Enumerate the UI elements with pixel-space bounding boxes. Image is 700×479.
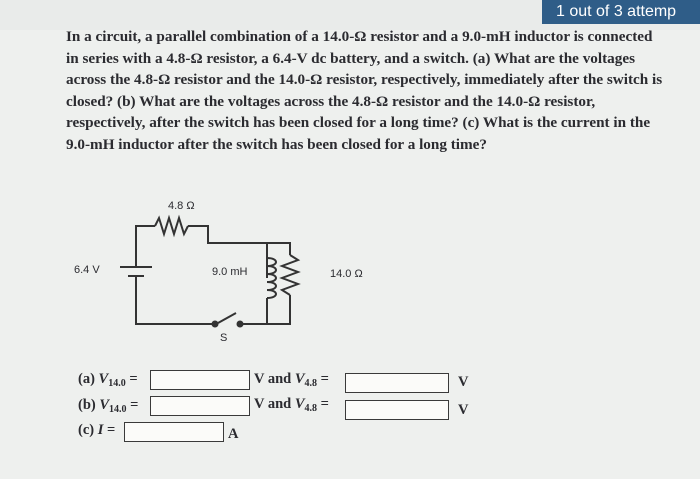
answer-c-prefix: (c): [78, 422, 98, 438]
answer-a-var1: V: [98, 371, 109, 387]
answer-a-var2: V: [294, 371, 305, 387]
answer-a-mid: [254, 371, 329, 389]
answer-c-label: [78, 422, 115, 439]
label-r-parallel: 14.0 Ω: [330, 268, 363, 280]
answer-b-label: [78, 397, 138, 415]
label-switch: S: [220, 332, 228, 344]
label-inductor: 9.0 mH: [212, 266, 248, 278]
problem-line: in series with a 4.8-Ω resistor, a 6.4-V dc battery, and a switch. (a) What are the voltages: [66, 49, 636, 67]
answer-b-var2: V: [294, 396, 305, 412]
answer-b-v14-input[interactable]: [150, 396, 250, 416]
answer-b-eq2: =: [317, 396, 329, 412]
answer-c-unit: A: [228, 426, 239, 442]
answer-a-unit: V: [458, 374, 469, 390]
answer-a-mid-text: V and: [254, 371, 295, 387]
attempts-badge: 1 out of 3 attemp: [542, 0, 700, 24]
answer-a-label: [78, 371, 138, 389]
problem-line: In a circuit, a parallel combination of a 14.0-Ω resistor and a 9.0-mH inductor is connected: [66, 28, 653, 45]
answer-a-eq1: =: [125, 371, 138, 387]
problem-line: closed? (b) What are the voltages across the 4.8-Ω resistor and the 14.0-Ω resistor,: [66, 92, 596, 110]
problem-line: across the 4.8-Ω resistor and the 14.0-Ω resistor, respectively, immediately after the switch is: [66, 71, 663, 88]
answer-b-var1: V: [99, 397, 110, 413]
answer-a-eq2: =: [317, 371, 329, 387]
answer-c-eq: =: [103, 422, 116, 438]
answer-c-current-input[interactable]: [124, 422, 224, 442]
answer-a-v48-input[interactable]: [345, 373, 449, 393]
answer-b-sub1: 14.0: [109, 404, 127, 415]
answer-a-sub2: 4.8: [304, 378, 318, 389]
answer-a-v14-input[interactable]: [150, 370, 250, 390]
answer-b-unit: V: [458, 402, 469, 418]
answer-a-prefix: (a): [78, 371, 99, 387]
answer-b-sub2: 4.8: [304, 403, 318, 414]
problem-line: respectively, after the switch has been closed for a long time? (c) What is the current in the: [66, 114, 651, 131]
label-r-series: 4.8 Ω: [168, 200, 195, 212]
answer-c-var: I: [97, 422, 104, 438]
answer-b-mid-text: V and: [254, 396, 295, 412]
problem-line: 9.0-mH inductor after the switch has been closed for a long time?: [66, 135, 488, 153]
answer-a-sub1: 14.0: [108, 378, 126, 389]
answer-b-mid: [254, 396, 329, 414]
answer-b-v48-input[interactable]: [345, 400, 449, 420]
answer-b-prefix: (b): [78, 397, 100, 413]
label-battery: 6.4 V: [74, 264, 100, 276]
answer-b-eq1: =: [126, 397, 139, 413]
